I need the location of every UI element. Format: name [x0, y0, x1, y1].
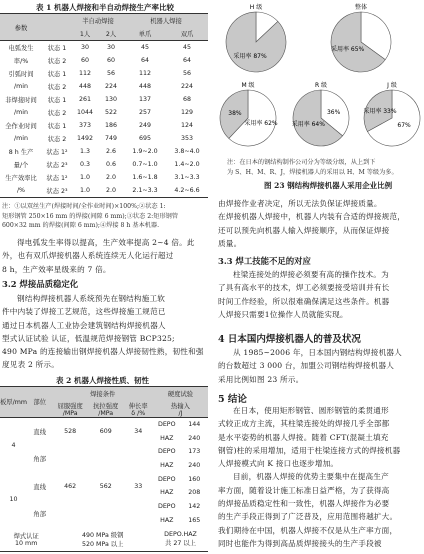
table-row: /min 状态 2 448 224 448 224 — [14, 83, 194, 91]
table-row: 10 直线 462 562 33 DEPO 160 — [9, 475, 201, 504]
table2 — [0, 386, 208, 552]
table2-header-tensile: 抗拉强度 /MPa — [88, 401, 124, 418]
table1-header-semi: 半自动焊接 — [72, 14, 124, 28]
section-heading-3-2: 3.2 焊接品质稳定化 — [2, 279, 79, 289]
table-row: /% 状态 2³ 1.0 2.0 2.1~3.3 4.2~6.6 — [0, 184, 208, 198]
table-row: 全作业时间 状态 1 373 186 249 124 — [5, 122, 194, 130]
section-heading-5: 5 结论 — [218, 394, 247, 405]
table-row: 生产效率比 状态 1² 1.0 2.0 1.6~1.8 3.1~3.3 — [5, 174, 200, 182]
table1-header-2p: 2人 — [98, 27, 124, 41]
table1-header-1p: 1人 — [72, 27, 98, 41]
paragraph: 在日本，使用矩形钢管、圆形钢管的柔贯通形 式较正成方主流，其柱梁连接处的焊接几乎全部都 是水平姿势的机器人焊接。随着 CFT(混凝土填充 钢管)柱的采用增加，适用于柱梁连接方式的焊接机器 人焊接模式向 K 接口也逐步增加。 目前，机器人焊接的优势主要集中在提高生产 率方面，随着设计施工标准日益严格，为了获得高 的焊接品质稳定性和一致性，机器人焊接作为必要 的生产手段正得到了广泛普及，应用范围将越扩大。 我们期待在中国，机器人焊接不仅是从生产率方面， 同时也能作为得到高品质焊接接头的生产手段被 — [218, 406, 401, 548]
table1-header-robot: 机器人焊接 — [124, 14, 208, 28]
table-row: HAZ 240 — [160, 462, 201, 470]
table-row: 4 直线 528 609 34 DEPO 144 — [11, 421, 201, 449]
pie-slice-label: 38% — [228, 109, 242, 117]
pie-title: H 级 — [249, 4, 263, 11]
table-row: 量/个 状态 2³ 0.3 0.6 0.7~1.0 1.4~2.0 — [13, 161, 200, 169]
pie-title: M 级 — [241, 82, 255, 89]
paragraph: 钢结构焊接机器人系统预先在钢结构施工软 件中内装了焊接工艺规范，这些焊接施工规范已 通过日本机器人工业协会建筑钢结构焊接机器人 型式认证试验 认证，低温规范焊接钢管 BCP325; 490 MPa 的连接输出钢焊接机器人焊接韧性熟，韧性和强 度见表 2 所示。 — [2, 294, 204, 370]
table-row: HAZ 208 — [160, 489, 201, 497]
section-heading-4: 4 日本国内焊接机器人的普及状况 — [218, 334, 361, 345]
table1 — [0, 13, 208, 198]
table-row: HAZ 240 — [160, 434, 201, 442]
table-row: 8 h 生产 状态 1² 1.3 2.6 1.9~2.0 3.8~4.0 — [8, 148, 200, 156]
pie-slice-label: 67% — [397, 122, 411, 130]
pie-title: R 级 — [314, 82, 328, 89]
pie-title: J 级 — [387, 82, 397, 89]
table-row: 焊式认证 10 mm 490 MPa 级钢 520 MPa 以上 DEPO.HAZ 共 27 以上 — [0, 527, 208, 552]
table-row: /min 状态 2 1044 522 257 129 — [14, 109, 194, 117]
paragraph: 从 1985~2006 年，日本国内钢结构焊接机器人 的台数超过 3 000 台，加盟公司钢结构焊接机器人 采用比例如图 23 所示。 — [218, 348, 402, 384]
table2-header-heat: 热输入 /J — [153, 401, 208, 418]
section-heading-3-3: 3.3 焊工技能不足的对应 — [218, 256, 311, 266]
pie-slice-label: 采用率 62% — [244, 120, 278, 128]
figure-caption: 图 23 钢结构焊接机器人采用企业比例 — [264, 181, 393, 190]
table1-caption: 表 1 机器人焊接和半自动焊接生产率比较 — [36, 3, 174, 12]
pie-slice-label: 36% — [326, 109, 341, 117]
table2-caption: 表 2 机器人焊接性质、韧性 — [56, 376, 149, 385]
table-row: HAZ 165 — [160, 516, 201, 524]
pie-slice-label: 采用率 65% — [331, 45, 365, 53]
table2-header-part: 部位 — [27, 387, 52, 418]
table-row: 非焊接时间 状态 1 261 130 137 68 — [5, 96, 191, 104]
figure-note: 注：在日本的钢结构制作公司分为等级分级，从上到下 为 S、H、M、R、J，焊接机器人的采用以 H、M 等级为多。 — [227, 159, 398, 176]
table-row: /min 状态 2 1492 749 695 353 — [14, 135, 194, 143]
table-row: 角部 DEPO 173 — [33, 448, 201, 464]
paragraph: 由焊接作业者决定，所以无法负保证焊接质量。 在焊接机器人焊接中，机器人内装有合适的焊接规范， 还可以预先向机器人输入焊接顺序，从而保证焊接 质量。 — [218, 199, 406, 248]
table-row: 角部 DEPO 142 — [33, 503, 201, 518]
pie-slice-label: 采用率 87% — [233, 52, 267, 60]
table-row: 引弧时间 状态 1 112 56 112 56 — [8, 70, 191, 78]
table2-header-hardness: 硬度试验 — [153, 387, 208, 401]
table1-header-param: 参数 — [0, 14, 42, 41]
table-row: 率/% 状态 2 60 60 64 64 — [13, 57, 191, 65]
pie-title: 整体 — [354, 4, 368, 11]
table2-header-seq: 焊接条件 — [52, 387, 153, 401]
table1-header-single: 单爪 — [124, 27, 166, 41]
paragraph: 得电弧发生率得以提高，生产效率提高 2~4 倍。此 外，也有双爪焊接机器人系统连续无人化运行超过 8 h，生产效率星级来的 7 倍。 — [2, 238, 195, 274]
table1-header-double: 双爪 — [166, 27, 208, 41]
pie-slice-label: 采用率 33% — [363, 107, 397, 115]
pie-slice-label: 采用率 64% — [291, 120, 325, 128]
table-row: 电弧发生 状态 1 30 30 45 45 — [8, 44, 191, 52]
table1-note: 注：①以双丝生产(焊接时间/全作业时间)×100%;②状态 1: 矩形钢管 250×16 mm 的焊接(间隙 6 mm);③状态 2:矩形钢管 600×32 mm 的焊接(间隙 6 mm);④焊接 8 h 基本机器. — [2, 203, 179, 229]
table2-header-elong: 伸长率 δ /% — [123, 401, 153, 418]
table2-header-yield: 屈服强度 /MPa — [52, 401, 88, 418]
paragraph: 柱梁连接处的焊接必须要有高的操作技术。为 了具有高水平的技术，焊工必须要接受培训并有长 时间工作经验，所以很难确保满足这些条件。机器 人焊接只需要1位操作人员就能实现。 — [218, 270, 390, 319]
table2-header-thick: 板厚/mm — [0, 387, 27, 418]
